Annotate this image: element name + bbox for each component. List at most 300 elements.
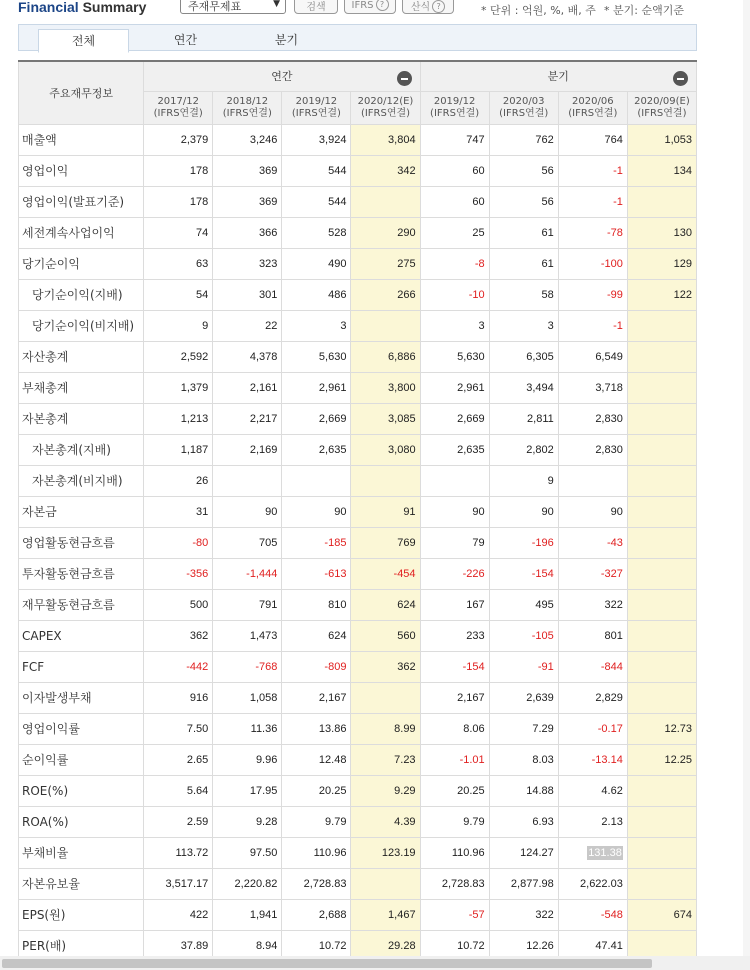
- table-cell: 769: [351, 527, 420, 558]
- period-header: [213, 91, 282, 124]
- period-header: [144, 91, 213, 124]
- basis-label: (IFRS연결): [153, 107, 203, 119]
- table-cell: [627, 186, 696, 217]
- table-cell: -99: [558, 279, 627, 310]
- table-cell: [627, 465, 696, 496]
- table-cell: 2,811: [489, 403, 558, 434]
- table-cell: 90: [489, 496, 558, 527]
- table-cell: 362: [351, 651, 420, 682]
- period-header: [558, 91, 627, 124]
- table-cell: 624: [351, 589, 420, 620]
- row-label: CAPEX: [19, 620, 144, 651]
- table-cell: [627, 651, 696, 682]
- table-cell: 2,220.82: [213, 868, 282, 899]
- table-row: [19, 589, 697, 620]
- table-cell: 9.96: [213, 744, 282, 775]
- unit-note: * 단위 : 억원, %, 배, 주: [481, 4, 596, 17]
- table-cell: 762: [489, 124, 558, 155]
- quarter-group-header: [420, 61, 696, 91]
- table-cell: 91: [351, 496, 420, 527]
- table-cell: 110.96: [282, 837, 351, 868]
- table-cell: 22: [213, 310, 282, 341]
- table-cell: -10: [420, 279, 489, 310]
- basis-label: (IFRS연결): [637, 107, 687, 119]
- table-cell: 31: [144, 496, 213, 527]
- title-sub: Summary: [82, 0, 147, 15]
- table-cell: 47.41: [558, 930, 627, 961]
- collapse-annual-icon[interactable]: [397, 71, 412, 86]
- table-cell: -809: [282, 651, 351, 682]
- table-cell: 13.86: [282, 713, 351, 744]
- help-icon: ?: [376, 0, 389, 11]
- table-cell: [627, 775, 696, 806]
- table-cell: 2,169: [213, 434, 282, 465]
- tab-quarter[interactable]: 분기: [274, 33, 299, 47]
- table-row: [19, 124, 697, 155]
- period-header: [351, 91, 420, 124]
- row-label: 매출액: [19, 124, 144, 155]
- table-cell: -13.14: [558, 744, 627, 775]
- table-cell: 323: [213, 248, 282, 279]
- row-label: 재무활동현금흐름: [19, 589, 144, 620]
- table-cell: 2,877.98: [489, 868, 558, 899]
- basis-label: (IFRS연결): [291, 107, 341, 119]
- help-icon: ?: [432, 0, 445, 13]
- table-cell: 2,635: [282, 434, 351, 465]
- page-title: [18, 0, 146, 15]
- table-cell: 10.72: [282, 930, 351, 961]
- table-cell: 2,669: [420, 403, 489, 434]
- table-row: [19, 620, 697, 651]
- table-row: [19, 496, 697, 527]
- period-header: [627, 91, 696, 124]
- table-cell: 2.59: [144, 806, 213, 837]
- table-cell: 9.28: [213, 806, 282, 837]
- table-cell: 290: [351, 217, 420, 248]
- table-cell: 916: [144, 682, 213, 713]
- basis-label: (IFRS연결): [430, 107, 480, 119]
- table-cell: 422: [144, 899, 213, 930]
- period-label: 2020/09(E): [634, 95, 690, 107]
- table-cell: 129: [627, 248, 696, 279]
- table-row: [19, 868, 697, 899]
- table-cell: 8.99: [351, 713, 420, 744]
- table-cell: 56: [489, 155, 558, 186]
- tab-annual[interactable]: 연간: [173, 33, 198, 47]
- table-cell: 5,630: [420, 341, 489, 372]
- table-cell: 130: [627, 217, 696, 248]
- table-cell: -442: [144, 651, 213, 682]
- table-row: [19, 186, 697, 217]
- table-cell: 266: [351, 279, 420, 310]
- table-cell: 90: [420, 496, 489, 527]
- table-row: [19, 279, 697, 310]
- table-row: [19, 806, 697, 837]
- formula-label: 산식: [410, 2, 431, 13]
- table-cell: 113.72: [144, 837, 213, 868]
- table-cell: 2,635: [420, 434, 489, 465]
- table-cell: 123.19: [351, 837, 420, 868]
- table-row: [19, 372, 697, 403]
- period-label: 2017/12: [157, 95, 199, 107]
- table-row: [19, 775, 697, 806]
- table-cell: 490: [282, 248, 351, 279]
- table-row: [19, 744, 697, 775]
- table-cell: 110.96: [420, 837, 489, 868]
- table-cell: 12.25: [627, 744, 696, 775]
- table-cell: 4,378: [213, 341, 282, 372]
- table-cell: 1,379: [144, 372, 213, 403]
- table-cell: 2,830: [558, 403, 627, 434]
- table-cell: 801: [558, 620, 627, 651]
- table-cell: 3,085: [351, 403, 420, 434]
- basis-label: (IFRS연결): [499, 107, 549, 119]
- basis-label: (IFRS연결): [568, 107, 618, 119]
- table-cell: 2,830: [558, 434, 627, 465]
- row-label: 영업이익률: [19, 713, 144, 744]
- table-cell: 9: [144, 310, 213, 341]
- table-row: [19, 341, 697, 372]
- table-cell: 2,217: [213, 403, 282, 434]
- table-cell: 74: [144, 217, 213, 248]
- table-cell: 233: [420, 620, 489, 651]
- table-cell: 63: [144, 248, 213, 279]
- table-cell: 342: [351, 155, 420, 186]
- table-cell: [351, 465, 420, 496]
- table-cell: 1,473: [213, 620, 282, 651]
- table-cell: 6,305: [489, 341, 558, 372]
- period-label: 2019/12: [295, 95, 338, 107]
- table-cell: 362: [144, 620, 213, 651]
- search-button[interactable]: [294, 0, 338, 14]
- row-label: 자산총계: [19, 341, 144, 372]
- table-cell: 6.93: [489, 806, 558, 837]
- table-row: [19, 155, 697, 186]
- table-cell: 1,941: [213, 899, 282, 930]
- table-cell: 624: [282, 620, 351, 651]
- table-cell: 560: [351, 620, 420, 651]
- table-cell: 2,961: [420, 372, 489, 403]
- table-cell: [627, 372, 696, 403]
- table-cell: [351, 682, 420, 713]
- selected-cell-value: 131.38: [588, 846, 622, 859]
- table-cell: 6,549: [558, 341, 627, 372]
- table-cell: 61: [489, 217, 558, 248]
- table-cell: 122: [627, 279, 696, 310]
- table-cell: 7.29: [489, 713, 558, 744]
- table-cell: [627, 620, 696, 651]
- table-cell: [627, 558, 696, 589]
- row-label: 세전계속사업이익: [19, 217, 144, 248]
- table-cell: 674: [627, 899, 696, 930]
- table-cell: [627, 682, 696, 713]
- table-cell: [627, 434, 696, 465]
- table-cell: [558, 465, 627, 496]
- period-header: [282, 91, 351, 124]
- table-cell: 167: [420, 589, 489, 620]
- table-cell: 747: [420, 124, 489, 155]
- ifrs-help-button[interactable]: [344, 0, 396, 14]
- table-cell: 3,924: [282, 124, 351, 155]
- table-cell: 2,688: [282, 899, 351, 930]
- table-cell: 3,800: [351, 372, 420, 403]
- table-cell: 3: [282, 310, 351, 341]
- table-cell: 5.64: [144, 775, 213, 806]
- row-label: 부채총계: [19, 372, 144, 403]
- table-cell: -327: [558, 558, 627, 589]
- table-cell: -454: [351, 558, 420, 589]
- row-label: ROE(%): [19, 775, 144, 806]
- row-label: PER(배): [19, 930, 144, 961]
- table-cell: 528: [282, 217, 351, 248]
- table-row: [19, 527, 697, 558]
- basis-note: * 분기: 순액기준: [604, 4, 684, 17]
- table-cell: 20.25: [282, 775, 351, 806]
- row-label: 부채비율: [19, 837, 144, 868]
- table-cell: 2,669: [282, 403, 351, 434]
- table-cell: -356: [144, 558, 213, 589]
- table-cell: 486: [282, 279, 351, 310]
- quarter-group-label: 분기: [547, 70, 569, 84]
- table-cell: [627, 341, 696, 372]
- row-label: 자본금: [19, 496, 144, 527]
- table-row: [19, 248, 697, 279]
- table-cell: 12.26: [489, 930, 558, 961]
- table-cell: 9.29: [351, 775, 420, 806]
- table-cell: [627, 806, 696, 837]
- row-label: 자본총계: [19, 403, 144, 434]
- table-row: [19, 310, 697, 341]
- table-cell: 2,167: [420, 682, 489, 713]
- table-cell: -91: [489, 651, 558, 682]
- period-label: 2020/12(E): [357, 95, 414, 107]
- table-cell: 500: [144, 589, 213, 620]
- table-cell: 7.50: [144, 713, 213, 744]
- table-row: [19, 403, 697, 434]
- table-cell: [627, 589, 696, 620]
- table-cell: 322: [558, 589, 627, 620]
- table-cell: 1,213: [144, 403, 213, 434]
- row-label: 자본총계(지배): [19, 434, 144, 465]
- table-cell: 90: [282, 496, 351, 527]
- corner-header: 주요재무정보: [19, 61, 144, 124]
- table-cell: [627, 837, 696, 868]
- table-cell: 9.79: [282, 806, 351, 837]
- table-cell: -196: [489, 527, 558, 558]
- horizontal-scroll-thumb[interactable]: [2, 959, 652, 968]
- table-cell: -43: [558, 527, 627, 558]
- table-cell: 4.39: [351, 806, 420, 837]
- table-cell: 764: [558, 124, 627, 155]
- table-cell: -226: [420, 558, 489, 589]
- table-cell: 90: [213, 496, 282, 527]
- table-cell: 12.48: [282, 744, 351, 775]
- period-label: 2018/12: [226, 95, 269, 107]
- row-label: 당기순이익(비지배): [19, 310, 144, 341]
- row-label: 당기순이익(지배): [19, 279, 144, 310]
- basis-label: (IFRS연결): [360, 107, 411, 119]
- table-cell: 3,718: [558, 372, 627, 403]
- table-cell: -105: [489, 620, 558, 651]
- table-cell: -548: [558, 899, 627, 930]
- table-cell: 61: [489, 248, 558, 279]
- period-tabs: [18, 24, 697, 51]
- table-cell: 25: [420, 217, 489, 248]
- table-cell: 544: [282, 155, 351, 186]
- table-cell: 3,080: [351, 434, 420, 465]
- table-cell: [351, 310, 420, 341]
- table-cell: 2.13: [558, 806, 627, 837]
- table-cell: 178: [144, 155, 213, 186]
- table-cell: 3,517.17: [144, 868, 213, 899]
- table-cell: 11.36: [213, 713, 282, 744]
- table-cell: [351, 186, 420, 217]
- table-cell: [558, 837, 627, 868]
- table-cell: -1.01: [420, 744, 489, 775]
- table-cell: 2,728.83: [420, 868, 489, 899]
- period-header: [489, 91, 558, 124]
- tab-all[interactable]: 전체: [38, 29, 129, 53]
- annual-group-label: 연간: [271, 70, 293, 84]
- table-cell: 2,379: [144, 124, 213, 155]
- statement-type-value: 주재무제표: [188, 0, 242, 13]
- table-cell: -1: [558, 155, 627, 186]
- table-row: [19, 434, 697, 465]
- period-label: 2020/03: [502, 95, 545, 107]
- table-cell: 301: [213, 279, 282, 310]
- table-cell: -0.17: [558, 713, 627, 744]
- table-cell: -78: [558, 217, 627, 248]
- row-label: 영업활동현금흐름: [19, 527, 144, 558]
- table-cell: [213, 465, 282, 496]
- row-label: FCF: [19, 651, 144, 682]
- table-cell: 2.65: [144, 744, 213, 775]
- table-cell: 14.88: [489, 775, 558, 806]
- table-cell: 56: [489, 186, 558, 217]
- table-cell: 178: [144, 186, 213, 217]
- table-cell: 79: [420, 527, 489, 558]
- row-label: 영업이익(발표기준): [19, 186, 144, 217]
- table-cell: -80: [144, 527, 213, 558]
- table-cell: 705: [213, 527, 282, 558]
- table-cell: 29.28: [351, 930, 420, 961]
- table-cell: 54: [144, 279, 213, 310]
- table-cell: 3: [489, 310, 558, 341]
- table-cell: 2,622.03: [558, 868, 627, 899]
- table-cell: 58: [489, 279, 558, 310]
- table-cell: 495: [489, 589, 558, 620]
- table-cell: 1,467: [351, 899, 420, 930]
- search-button-label: 검색: [306, 2, 326, 13]
- table-cell: 2,167: [282, 682, 351, 713]
- table-row: [19, 651, 697, 682]
- table-cell: 9: [489, 465, 558, 496]
- table-cell: 60: [420, 186, 489, 217]
- table-cell: 26: [144, 465, 213, 496]
- table-row: [19, 465, 697, 496]
- table-cell: 8.03: [489, 744, 558, 775]
- table-cell: 544: [282, 186, 351, 217]
- table-cell: -154: [420, 651, 489, 682]
- table-cell: 9.79: [420, 806, 489, 837]
- table-cell: 5,630: [282, 341, 351, 372]
- table-cell: 2,592: [144, 341, 213, 372]
- table-row: [19, 837, 697, 868]
- table-cell: 97.50: [213, 837, 282, 868]
- table-cell: 6,886: [351, 341, 420, 372]
- table-cell: -1,444: [213, 558, 282, 589]
- table-cell: 20.25: [420, 775, 489, 806]
- period-header: [420, 91, 489, 124]
- table-row: [19, 558, 697, 589]
- table-cell: 7.23: [351, 744, 420, 775]
- table-cell: 2,161: [213, 372, 282, 403]
- table-cell: 322: [489, 899, 558, 930]
- table-cell: [627, 527, 696, 558]
- table-row: [19, 713, 697, 744]
- row-label: 이자발생부채: [19, 682, 144, 713]
- table-cell: [627, 496, 696, 527]
- table-cell: [420, 465, 489, 496]
- table-cell: 275: [351, 248, 420, 279]
- table-cell: 37.89: [144, 930, 213, 961]
- table-cell: 3,494: [489, 372, 558, 403]
- table-cell: -154: [489, 558, 558, 589]
- table-body: [19, 124, 697, 961]
- table-cell: -613: [282, 558, 351, 589]
- formula-help-button[interactable]: [402, 0, 454, 14]
- table-cell: 4.62: [558, 775, 627, 806]
- statement-type-select[interactable]: [180, 0, 286, 14]
- table-cell: 2,728.83: [282, 868, 351, 899]
- table-cell: 1,187: [144, 434, 213, 465]
- table-cell: 134: [627, 155, 696, 186]
- basis-label: (IFRS연결): [222, 107, 272, 119]
- table-row: [19, 217, 697, 248]
- table-cell: -1: [558, 186, 627, 217]
- table-cell: 90: [558, 496, 627, 527]
- table-cell: 369: [213, 155, 282, 186]
- table-cell: [627, 403, 696, 434]
- table-cell: 1,053: [627, 124, 696, 155]
- vertical-scrollbar[interactable]: [743, 0, 750, 956]
- table-cell: 12.73: [627, 713, 696, 744]
- table-cell: [282, 465, 351, 496]
- row-label: 자본총계(비지배): [19, 465, 144, 496]
- table-cell: 791: [213, 589, 282, 620]
- table-cell: -57: [420, 899, 489, 930]
- title-main: Financial: [18, 0, 79, 15]
- ifrs-label: IFRS: [351, 0, 374, 11]
- collapse-quarter-icon[interactable]: [673, 71, 688, 86]
- table-cell: 2,829: [558, 682, 627, 713]
- row-label: 당기순이익: [19, 248, 144, 279]
- row-label: ROA(%): [19, 806, 144, 837]
- row-label: 자본유보율: [19, 868, 144, 899]
- table-cell: -100: [558, 248, 627, 279]
- table-cell: -768: [213, 651, 282, 682]
- row-label: 투자활동현금흐름: [19, 558, 144, 589]
- table-cell: 1,058: [213, 682, 282, 713]
- table-cell: 2,639: [489, 682, 558, 713]
- table-cell: 3,246: [213, 124, 282, 155]
- table-cell: 2,961: [282, 372, 351, 403]
- table-cell: 60: [420, 155, 489, 186]
- table-cell: 17.95: [213, 775, 282, 806]
- row-label: EPS(원): [19, 899, 144, 930]
- financial-summary-table: [18, 60, 697, 962]
- table-cell: 10.72: [420, 930, 489, 961]
